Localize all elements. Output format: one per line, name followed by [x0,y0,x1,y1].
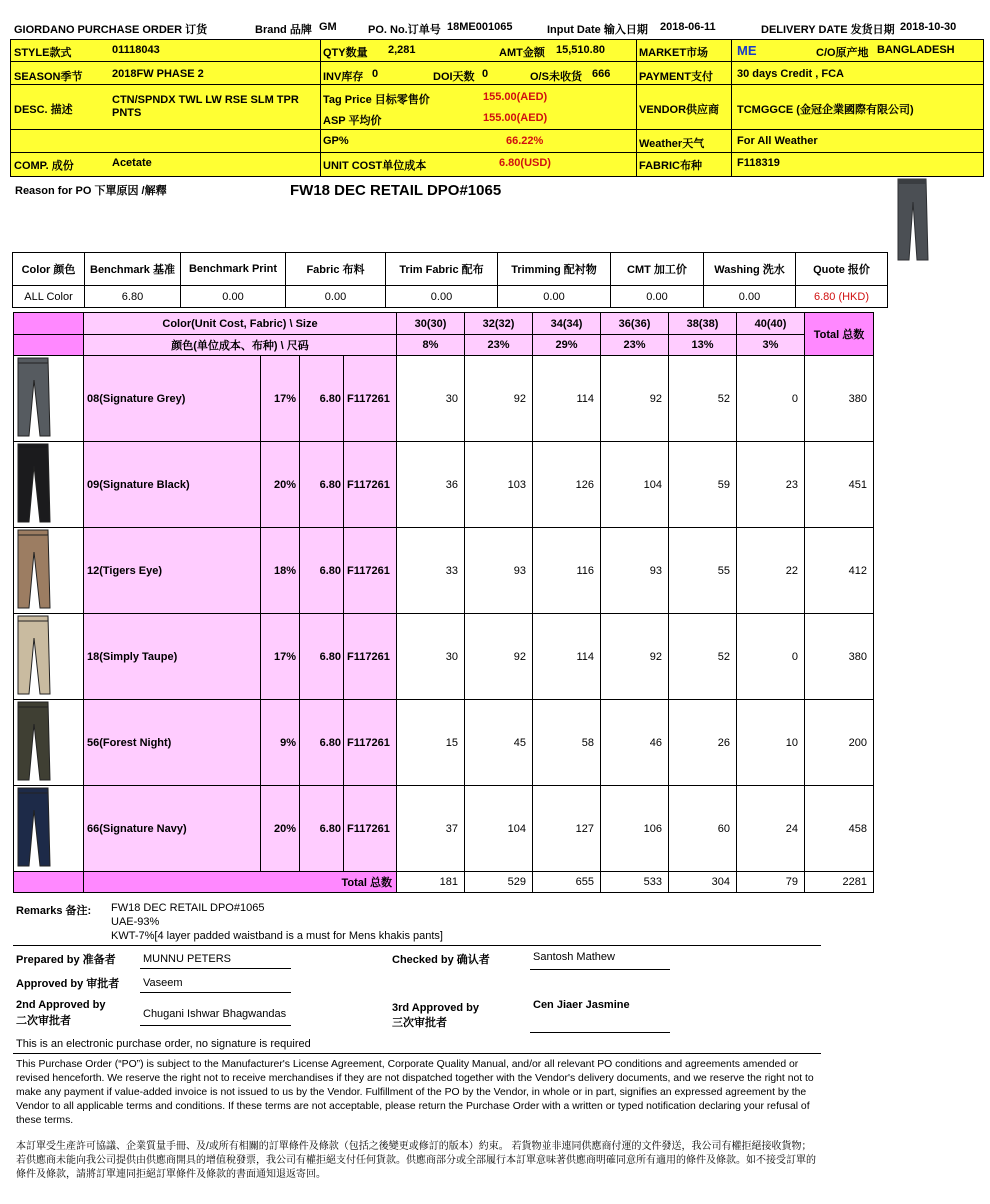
color-row [14,442,874,528]
color-total: 412 [805,528,874,614]
color-pct: 20% [261,442,300,528]
weather-label: Weather天气 [639,138,705,150]
size-pct: 13% [669,335,737,356]
inv-label: INV库存 [323,71,364,83]
os-value: 666 [592,68,611,80]
size-qty: 33 [397,528,465,614]
size-qty: 103 [465,442,533,528]
color-row [14,356,874,442]
color-swatch-image [14,442,84,528]
electronic-note: This is an electronic purchase order, no signature is required [16,1038,311,1050]
color-fabric: F117261 [344,528,397,614]
bench-value: 0.00 [611,286,704,308]
color-swatch-image [14,356,84,442]
color-name: 18(Simply Taupe) [84,614,261,700]
season-value: 2018FW PHASE 2 [112,68,204,80]
color-pct: 18% [261,528,300,614]
qty-label: QTY数量 [323,47,368,59]
gp-value: 66.22% [506,135,544,147]
product-image [892,176,934,264]
size-col-header: 36(36) [601,313,669,335]
brand-value: GM [319,21,337,33]
size-quantity-table [13,312,874,893]
size-qty: 106 [601,786,669,872]
size-qty: 104 [465,786,533,872]
prepared-label: Prepared by 准备者 [16,954,116,966]
tag-price-value: 155.00(AED) [483,91,548,103]
color-unit-cost: 6.80 [300,356,344,442]
size-qty: 92 [601,614,669,700]
corner-cell [14,313,84,335]
bench-header: Trim Fabric 配布 [386,253,498,286]
size-total: 533 [601,872,669,893]
tag-price-label: Tag Price 目标零售价 [323,94,430,106]
os-label: O/S未收货 [530,71,582,83]
bench-value: 0.00 [498,286,611,308]
delivery-date-label: DELIVERY DATE 发货日期 [761,24,895,36]
color-pct: 20% [261,786,300,872]
approved2-label-cn: 二次审批者 [16,1015,71,1027]
size-total: 181 [397,872,465,893]
season-label: SEASON季节 [14,71,83,83]
approved-value: Vaseem [143,977,183,989]
color-fabric: F117261 [344,614,397,700]
size-col-header: 34(34) [533,313,601,335]
size-qty: 30 [397,356,465,442]
origin-value: BANGLADESH [877,44,955,56]
comp-label: COMP. 成份 [14,160,74,172]
size-qty: 55 [669,528,737,614]
checked-value: Santosh Mathew [533,951,615,963]
bench-value: 0.00 [704,286,796,308]
size-qty: 104 [601,442,669,528]
prepared-value: MUNNU PETERS [143,953,232,965]
weather-value: For All Weather [737,135,818,147]
size-qty: 127 [533,786,601,872]
fabric-label: FABRIC布种 [639,160,702,172]
size-qty: 116 [533,528,601,614]
size-total: 529 [465,872,533,893]
color-unit-cost: 6.80 [300,786,344,872]
color-fabric: F117261 [344,356,397,442]
amt-value: 15,510.80 [556,44,605,56]
size-col-header: 30(30) [397,313,465,335]
size-col-header: 40(40) [737,313,805,335]
vendor-value: TCMGGCE (金冠企業國際有限公司) [737,104,914,116]
pants-swatch-icon [14,356,83,438]
size-qty: 114 [533,614,601,700]
legal-text-cn: 本訂單受生產許可協議、企業質量手冊、及/或所有相關的訂單條件及條款（包括之後變更或修訂的版本）約束。 若貨物並非連同供應商付運的文件發送，我公司有權拒絕接收貨物；若供應商未能向我公司提供由供應商開具的增值稅發票，我公司有權拒絕支付任何貨款。供應商部分或全部履行本訂單意味著供應商明確同意所有適用的條件及條款。如不接受訂單的條件及條款，請將訂單連同拒絕訂單條件及條款的書面通知退返寄回。 [16,1141,816,1180]
inv-value: 0 [372,68,379,80]
amt-label: AMT金额 [499,47,545,59]
origin-label: C/O原产地 [816,47,869,59]
corner-cell [14,335,84,356]
size-pct: 23% [465,335,533,356]
pants-swatch-icon [14,614,83,696]
payment-value: 30 days Credit , FCA [737,68,844,80]
size-qty: 93 [601,528,669,614]
qty-value: 2,281 [388,44,416,56]
color-row [14,700,874,786]
size-qty: 0 [737,356,805,442]
asp-label: ASP 平均价 [323,115,382,127]
color-swatch-image [14,700,84,786]
size-qty: 23 [737,442,805,528]
color-total: 380 [805,614,874,700]
size-header-en: Color(Unit Cost, Fabric) \ Size [84,313,397,335]
size-total: 304 [669,872,737,893]
gp-label: GP% [323,135,349,147]
color-unit-cost: 6.80 [300,442,344,528]
approved-label: Approved by 审批者 [16,978,120,990]
grand-total: 2281 [805,872,874,893]
comp-value: Acetate [112,157,152,169]
desc-value: CTN/SPNDX TWL LW RSE SLM TPR PNTS [112,94,299,119]
size-qty: 126 [533,442,601,528]
bench-value: 0.00 [286,286,386,308]
size-pct: 29% [533,335,601,356]
bench-header: CMT 加工价 [611,253,704,286]
color-name: 56(Forest Night) [84,700,261,786]
approved2-label: 2nd Approved by [16,999,106,1011]
size-qty: 114 [533,356,601,442]
color-total: 200 [805,700,874,786]
remarks-line: KWT-7%[4 layer padded waistband is a must for Mens khakis pants] [111,930,443,942]
color-fabric: F117261 [344,700,397,786]
size-qty: 30 [397,614,465,700]
bench-header: Benchmark 基准 [85,253,181,286]
po-info-block [10,39,984,177]
pants-swatch-icon [14,442,83,524]
size-pct: 23% [601,335,669,356]
color-pct: 9% [261,700,300,786]
reason-label: Reason for PO 下單原因 /解釋 [15,185,167,197]
approved2-value: Chugani Ishwar Bhagwandas [143,1008,287,1020]
desc-label: DESC. 描述 [14,104,73,116]
bench-quote-value: 6.80 (HKD) [796,286,888,308]
total-row-corner [14,872,84,893]
color-name: 08(Signature Grey) [84,356,261,442]
bench-value: 0.00 [181,286,286,308]
size-qty: 52 [669,614,737,700]
unit-cost-value: 6.80(USD) [499,157,551,169]
size-qty: 46 [601,700,669,786]
brand-label: Brand 品牌 [255,24,312,36]
remarks-line: UAE-93% [111,916,160,928]
size-pct: 3% [737,335,805,356]
asp-value: 155.00(AED) [483,112,548,124]
size-qty: 93 [465,528,533,614]
company-title: GIORDANO PURCHASE ORDER 订货 [14,24,208,36]
input-date-label: Input Date 输入日期 [547,24,648,36]
color-swatch-image [14,614,84,700]
legal-text-en: This Purchase Order (“PO”) is subject to the Manufacturer's License Agreement, Corporate Quality Manual, and/or all relevant PO conditions and agreements amended or revised henceforth. We reserve the right not to receive merchandises if they are not dispatched together with the Vendor's delivery documents, and we reserve the right not to make any payment if value-added invoice is not issued to us by the Vendor. Fulfillment of the PO by the Vendor, in whole or in part, signifies an expressed agreement by the Vendor to all applicable terms and conditions. If these terms are not acceptable, please return the Purchase Order with a written or typed notification declaring your refusal of these terms. [16,1059,814,1126]
color-total: 380 [805,356,874,442]
pants-swatch-icon [14,700,83,782]
size-col-header: 38(38) [669,313,737,335]
color-row [14,614,874,700]
size-qty: 15 [397,700,465,786]
size-qty: 0 [737,614,805,700]
size-qty: 92 [465,614,533,700]
size-qty: 36 [397,442,465,528]
unit-cost-label: UNIT COST单位成本 [323,160,427,172]
color-fabric: F117261 [344,786,397,872]
size-total: 655 [533,872,601,893]
size-qty: 60 [669,786,737,872]
style-value: 01118043 [112,44,160,56]
doi-value: 0 [482,68,489,80]
color-pct: 17% [261,614,300,700]
total-col-header: Total 总数 [805,313,874,356]
pants-swatch-icon [14,528,83,610]
pants-swatch-icon [14,786,83,868]
total-row-label: Total 总数 [84,872,397,893]
color-name: 09(Signature Black) [84,442,261,528]
delivery-date-value: 2018-10-30 [900,21,957,33]
color-row [14,786,874,872]
approved3-value: Cen Jiaer Jasmine [533,999,630,1011]
style-label: STYLE款式 [14,47,72,59]
color-row [14,528,874,614]
bench-header: Washing 洗水 [704,253,796,286]
size-pct: 8% [397,335,465,356]
bench-header: Quote 报价 [796,253,888,286]
size-qty: 37 [397,786,465,872]
doi-label: DOI天数 [433,71,475,83]
size-qty: 59 [669,442,737,528]
size-qty: 26 [669,700,737,786]
fabric-value: F118319 [737,157,780,169]
size-total: 79 [737,872,805,893]
bench-value: ALL Color [13,286,85,308]
color-fabric: F117261 [344,442,397,528]
size-qty: 24 [737,786,805,872]
po-label: PO. No.订单号 [368,24,441,36]
benchmark-table [12,252,888,308]
size-qty: 92 [601,356,669,442]
size-qty: 58 [533,700,601,786]
color-unit-cost: 6.80 [300,528,344,614]
vendor-label: VENDOR供应商 [639,104,720,116]
bench-header: Fabric 布料 [286,253,386,286]
po-number: 18ME001065 [447,21,513,33]
reason-title: FW18 DEC RETAIL DPO#1065 [290,182,502,199]
bench-header: Trimming 配衬物 [498,253,611,286]
size-col-header: 32(32) [465,313,533,335]
size-qty: 45 [465,700,533,786]
size-header-cn: 颜色(单位成本、布种) \ 尺码 [84,335,397,356]
size-qty: 10 [737,700,805,786]
remarks-line: FW18 DEC RETAIL DPO#1065 [111,902,265,914]
payment-label: PAYMENT支付 [639,71,713,83]
color-name: 66(Signature Navy) [84,786,261,872]
color-unit-cost: 6.80 [300,700,344,786]
color-total: 451 [805,442,874,528]
remarks-label: Remarks 备注: [16,905,92,917]
color-pct: 17% [261,356,300,442]
size-qty: 92 [465,356,533,442]
color-total: 458 [805,786,874,872]
market-label: MARKET市场 [639,47,709,59]
approved3-label-cn: 三次审批者 [392,1017,447,1029]
size-qty: 22 [737,528,805,614]
input-date-value: 2018-06-11 [660,21,716,33]
bench-header: Color 颜色 [13,253,85,286]
bench-value: 0.00 [386,286,498,308]
bench-value: 6.80 [85,286,181,308]
size-qty: 52 [669,356,737,442]
approved3-label: 3rd Approved by [392,1002,479,1014]
checked-label: Checked by 确认者 [392,954,490,966]
color-swatch-image [14,528,84,614]
market-value: ME [737,43,757,58]
bench-header: Benchmark Print [181,253,286,286]
color-unit-cost: 6.80 [300,614,344,700]
color-name: 12(Tigers Eye) [84,528,261,614]
color-swatch-image [14,786,84,872]
